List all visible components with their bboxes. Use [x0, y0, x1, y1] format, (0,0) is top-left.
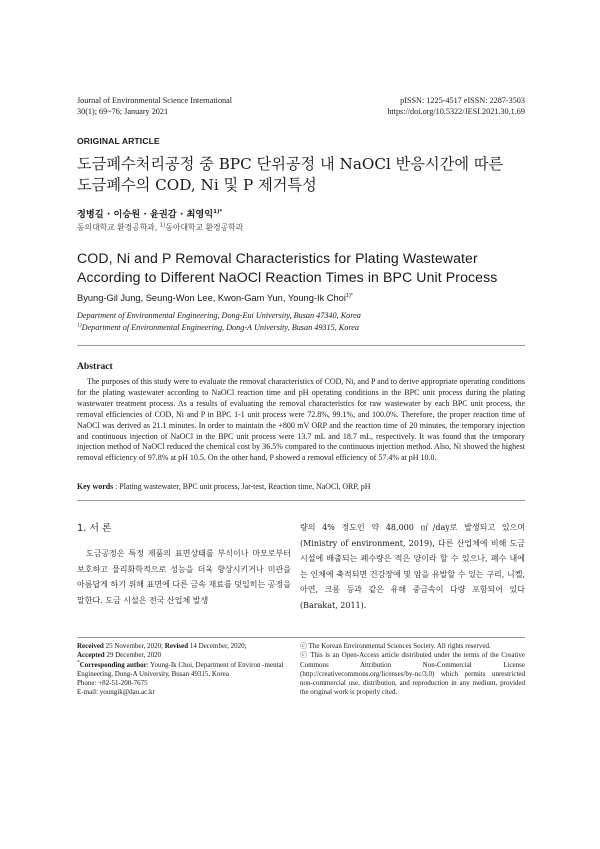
- corr-text: : Young-Ik Choi, Department of Environ -mental Engineering, Dong-A University, Busan 49315, Korea: [77, 660, 284, 678]
- korean-affil-1: 동의대학교 환경공학과,: [77, 223, 160, 232]
- footnote-license: [300, 642, 525, 698]
- korean-author-names: 정병길 · 이승원 · 윤권감 · 최영익: [77, 209, 214, 220]
- license-notice: ⓒ This is an Open-Access article distributed under the terms of the Creative Commons Attribution Non-Commercial License (http://creativecommons.org/licenses/by-nc/3.0) which permits unrestricted non-commercial use, distribution, and reproduction in any medium, provided the original work is properly cited.: [300, 651, 525, 697]
- english-affil-1: Department of Environmental Engineering, Dong-Eui University, Busan 47340, Korea: [77, 311, 361, 320]
- revised-label: Revised: [164, 642, 189, 650]
- korean-affiliation: [77, 222, 243, 233]
- keywords-text: : Plating wastewater, BPC unit process, Jar-test, Reaction time, NaOCl, ORP, pH: [113, 482, 371, 491]
- english-affil-2-sup: 1): [77, 322, 82, 329]
- doi-link[interactable]: https://doi.org/10.5322/JESI.2021.30.1.69: [387, 106, 525, 116]
- english-title: [77, 249, 537, 287]
- english-author-sup: 1)*: [345, 292, 353, 299]
- english-affiliations: [77, 310, 361, 334]
- intro-left-column: 도금공정은 특정 제품의 표면상태를 부식이나 마모로부터 보호하고 물리화학적으로 성능을 더욱 향상시키거나 미관을 아름답게 하기 위해 표면에 다른 금속 재료를 덧입히는 공정을 말한다. 도금 시설은 전국 산업체 발생: [77, 549, 291, 605]
- english-title-line-2: According to Different NaOCl Reaction Times in BPC Unit Process: [77, 269, 498, 285]
- divider-abstract: [77, 500, 525, 501]
- email[interactable]: E-mail: youngik@dau.ac.kr: [77, 688, 155, 697]
- english-affil-2-wrap: [77, 322, 361, 334]
- accepted-label: Accepted: [77, 651, 105, 660]
- abstract-heading: Abstract: [77, 361, 113, 372]
- korean-affil-sup: 1): [159, 222, 166, 229]
- journal-header: [77, 96, 232, 117]
- accepted-date: 29 December, 2020: [104, 651, 162, 660]
- corr-label: Corresponding author: [79, 660, 147, 669]
- section-heading-intro: 1. 서 론: [77, 523, 112, 534]
- copyright-notice: ⓒ The Korean Environmental Sciences Society. All rights reserved.: [300, 642, 491, 650]
- revised-date: 14 December, 2020;: [188, 642, 247, 650]
- intro-right-column: 량의 4% 정도인 약 48,000 ㎥/day로 발생되고 있으며 (Ministry of environment, 2019), 다른 산업체에 비해 도금 시설에 배출되는 폐수량은 적은 양이라 할 수 있으나, 폐수 내에는 인체에 축적되면 건강장애 및 암을 유발할 수 있는 구리, 니켈, 아연, 크롬 등과 같은 유해 중금속이 다량 포함되어 있다(Barakat, 2011).: [300, 523, 525, 610]
- received-revised: [77, 642, 291, 651]
- english-authors: [77, 293, 353, 303]
- abstract-body: The purposes of this study were to evaluate the removal characteristics of COD, Ni, and P and to derive appropriate operating conditions for the plating wastewater according to NaOCl reaction time and pH operating conditions in the BPC unit process during the plating wastewater treatment process. As a results of evaluating the removal characteristics for raw wastewater by each BPC unit process, the removal efficiencies of COD, Ni and P in BPC 1-1 unit process were 72.8%, 99.1%, and 100.0%. Therefore, the proper reaction time of NaOCl was derived as 21.1 minutes. In order to maintain the +800 mV ORP and the reaction time of 20 minutes, the temporary injection and continuous injection of NaOCl in the BPC unit process were 13.7 mL and 18.7 mL, respectively. It was found that the temporary injection method of NaOCl reduced the chemical cost by 36.5% compared to the continuous injection method. Also, Ni showed the highest removal efficiency of 97.8% at pH 10.5. On the other hand, P showed a removal efficiency of 57.4% at pH 10.0.: [77, 377, 525, 463]
- phone: Phone: +82-51-200-7675: [77, 679, 148, 688]
- english-title-line-1: COD, Ni and P Removal Characteristics for Plating Wastewater: [77, 250, 478, 266]
- divider-top: [77, 345, 525, 346]
- korean-title-line-2: 도금폐수의 COD, Ni 및 P 제거특성: [77, 176, 317, 194]
- keywords-label: Key words: [77, 482, 114, 491]
- english-author-names: Byung-Gil Jung, Seung-Won Lee, Kwon-Gam Yun, Young-Ik Choi: [77, 293, 346, 303]
- issn: pISSN: 1225-4517 eISSN: 2287-3503: [400, 96, 525, 105]
- received-date: 25 November, 2020;: [103, 642, 165, 650]
- divider-footnote: [77, 637, 525, 638]
- korean-affil-2: 동아대학교 환경공학과: [165, 223, 244, 232]
- korean-author-sup: 1)*: [213, 208, 223, 215]
- english-affil-2: Department of Environmental Engineering, Dong-A University, Busan 49315, Korea: [81, 323, 359, 332]
- corr-sup: *: [77, 659, 80, 666]
- korean-authors: [77, 206, 222, 220]
- accepted: [77, 651, 291, 660]
- korean-title: [77, 154, 527, 196]
- korean-title-line-1: 도금폐수처리공정 중 BPC 단위공정 내 NaOCl 반응시간에 따른: [77, 155, 504, 173]
- journal-name: Journal of Environmental Science International: [77, 96, 233, 105]
- keywords: [77, 482, 525, 491]
- received-label: Received: [77, 642, 104, 650]
- article-type: ORIGINAL ARTICLE: [77, 136, 160, 146]
- journal-identifiers: [387, 96, 525, 117]
- corresponding-author: [77, 661, 291, 680]
- journal-issue: 30(1); 69~76; January 2021: [77, 106, 169, 116]
- footnote-dates-correspondence: [77, 642, 291, 698]
